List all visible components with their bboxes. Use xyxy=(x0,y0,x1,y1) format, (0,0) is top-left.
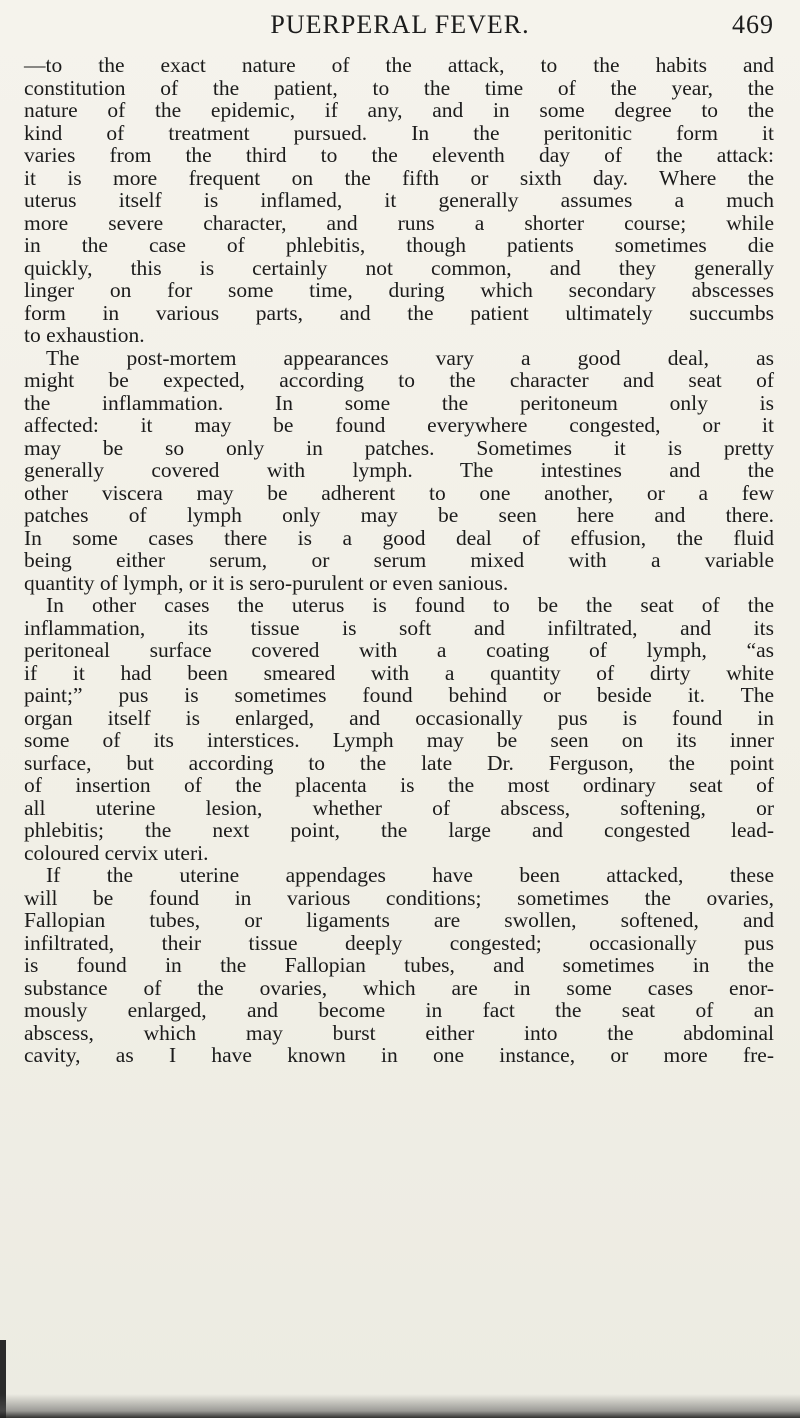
text-line: In other cases the uterus is found to be the seat of the xyxy=(46,593,774,617)
text-line: infiltrated, their tissue deeply congested; occasionally pus xyxy=(24,930,774,955)
text-line: If the uterine appendages have been attacked, these xyxy=(46,863,774,887)
text-line: nature of the epidemic, if any, and in some degree to the xyxy=(24,98,774,122)
text-line: the inflammation. In some the peritoneum only is xyxy=(24,390,774,415)
text-line: —to the exact nature of the attack, to the habits and xyxy=(24,53,774,77)
text-line: to exhaustion. xyxy=(24,323,145,347)
text-line: is found in the Fallopian tubes, and sometimes in the xyxy=(24,953,774,977)
text-line: patches of lymph only may be seen here and there. xyxy=(24,503,774,527)
body-text xyxy=(24,54,774,1067)
text-line: some of its interstices. Lymph may be seen on its inner xyxy=(24,728,774,752)
running-head: PUERPERAL FEVER. xyxy=(270,10,530,39)
text-line: linger on for some time, during which secondary abscesses xyxy=(24,278,774,302)
text-line: all uterine lesion, whether of abscess, softening, or xyxy=(24,795,774,820)
text-line: Fallopian tubes, or ligaments are swollen, softened, and xyxy=(24,908,774,932)
text-line: kind of treatment pursued. In the peritonitic form it xyxy=(24,120,774,145)
text-line: peritoneal surface covered with a coating of lymph, “as xyxy=(24,638,774,662)
text-line: if it had been smeared with a quantity of dirty white xyxy=(24,660,774,685)
text-line: quantity of lymph, or it is sero-purulent or even sanious. xyxy=(24,570,509,595)
text-line: it is more frequent on the fifth or sixth day. Where the xyxy=(24,165,774,190)
page-bottom-shadow xyxy=(0,1394,800,1418)
text-line: might be expected, according to the character and seat of xyxy=(24,368,774,392)
text-line: organ itself is enlarged, and occasionally pus is found in xyxy=(24,705,774,730)
text-line: cavity, as I have known in one instance, or more fre- xyxy=(24,1043,774,1067)
text-line: affected: it may be found everywhere congested, or it xyxy=(24,413,774,437)
text-line: In some cases there is a good deal of effusion, the fluid xyxy=(24,525,774,550)
text-line: will be found in various conditions; sometimes the ovaries, xyxy=(24,885,774,910)
text-line: may be so only in patches. Sometimes it is pretty xyxy=(24,435,774,460)
text-line: quickly, this is certainly not common, and they generally xyxy=(24,255,774,280)
page-number: 469 xyxy=(732,10,774,39)
text-line: of insertion of the placenta is the most ordinary seat of xyxy=(24,773,774,797)
text-line: abscess, which may burst either into the abdominal xyxy=(24,1020,774,1045)
text-line: phlebitis; the next point, the large and congested lead- xyxy=(24,818,774,842)
text-line: coloured cervix uteri. xyxy=(24,840,209,865)
page-header xyxy=(0,0,800,50)
text-line: uterus itself is inflamed, it generally assumes a much xyxy=(24,188,774,212)
text-line: mously enlarged, and become in fact the seat of an xyxy=(24,998,774,1022)
text-line: The post-mortem appearances vary a good deal, as xyxy=(46,345,774,370)
text-line: in the case of phlebitis, though patients sometimes die xyxy=(24,233,774,257)
text-line: generally covered with lymph. The intestines and the xyxy=(24,458,774,482)
text-line: paint;” pus is sometimes found behind or beside it. The xyxy=(24,683,774,707)
text-line: surface, but according to the late Dr. Ferguson, the point xyxy=(24,750,774,775)
text-line: form in various parts, and the patient ultimately succumbs xyxy=(24,300,774,325)
text-line: constitution of the patient, to the time of the year, the xyxy=(24,75,774,100)
text-line: more severe character, and runs a shorter course; while xyxy=(24,210,774,235)
text-line: being either serum, or serum mixed with a variable xyxy=(24,548,774,572)
text-line: varies from the third to the eleventh day of the attack: xyxy=(24,143,774,167)
text-line: other viscera may be adherent to one another, or a few xyxy=(24,480,774,505)
text-line: substance of the ovaries, which are in some cases enor- xyxy=(24,975,774,1000)
text-line: inflammation, its tissue is soft and infiltrated, and its xyxy=(24,615,774,640)
